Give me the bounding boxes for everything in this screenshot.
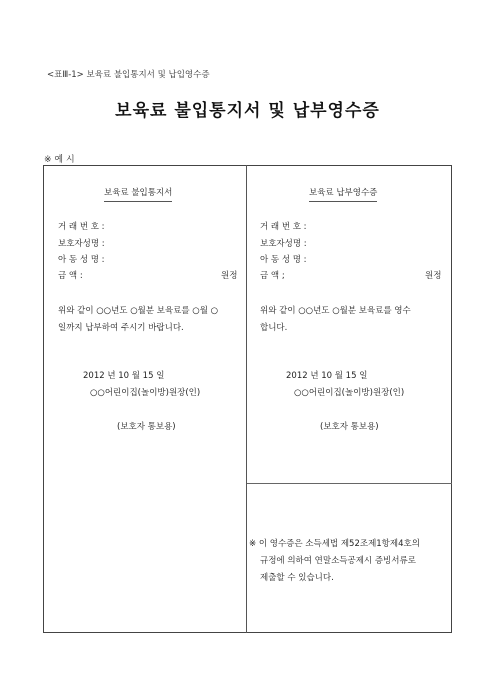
receipt-guardian-name-label: 보호자성명 : [260,239,307,249]
guardian-name-label: 보호자성명 : [58,239,105,249]
receipt-issuer: ○○어린이집(놀이방)원장(인) [294,388,405,398]
page-title: 보육료 불입통지서 및 납부영수증 [115,101,380,121]
notice-heading: 보육료 불입통지서 [104,186,172,202]
notice-text-line1: 위와 같이 ○○년도 ○월분 보육료를 ○월 ○ [58,306,219,316]
receipt-amount-label: 금 액 ; [260,271,285,281]
receipt-text-line1: 위와 같이 ○○년도 ○월분 보육료를 영수 [260,306,411,316]
tax-note-line3: 제출할 수 있습니다. [260,573,334,583]
notice-text-line2: 일까지 납부하여 주시기 바랍니다. [58,323,184,333]
tax-note-line1: ※ 이 영수증은 소득세법 제52조제1항제4호의 [249,539,420,549]
receipt-copy-label: (보호자 통보용) [320,422,379,432]
receipt-child-name-label: 아 동 성 명 : [260,255,307,265]
example-label: ※ 예 시 [44,155,75,165]
note-divider [247,483,452,484]
receipt-date: 2012 년 10 월 15 일 [286,371,368,381]
amount-label: 금 액 : [58,271,83,281]
notice-issuer: ○○어린이집(놀이방)원장(인) [90,388,201,398]
transaction-number-label: 거 래 번 호 : [58,222,105,232]
receipt-heading: 보육료 납부영수증 [309,186,377,202]
amount-unit: 원정 [221,271,238,281]
receipt-amount-unit: 원정 [425,271,442,281]
notice-date: 2012 년 10 월 15 일 [83,371,165,381]
notice-copy-label: (보호자 통보용) [117,422,176,432]
tax-note-line2: 규정에 의하여 연말소득공제시 증빙서류로 [260,556,416,566]
child-name-label: 아 동 성 명 : [58,255,105,265]
receipt-transaction-number-label: 거 래 번 호 : [260,222,307,232]
table-caption: <표Ⅲ-1> 보육료 불입통지서 및 납입영수증 [47,70,210,80]
receipt-text-line2: 합니다. [260,323,288,333]
vertical-divider [246,165,247,633]
